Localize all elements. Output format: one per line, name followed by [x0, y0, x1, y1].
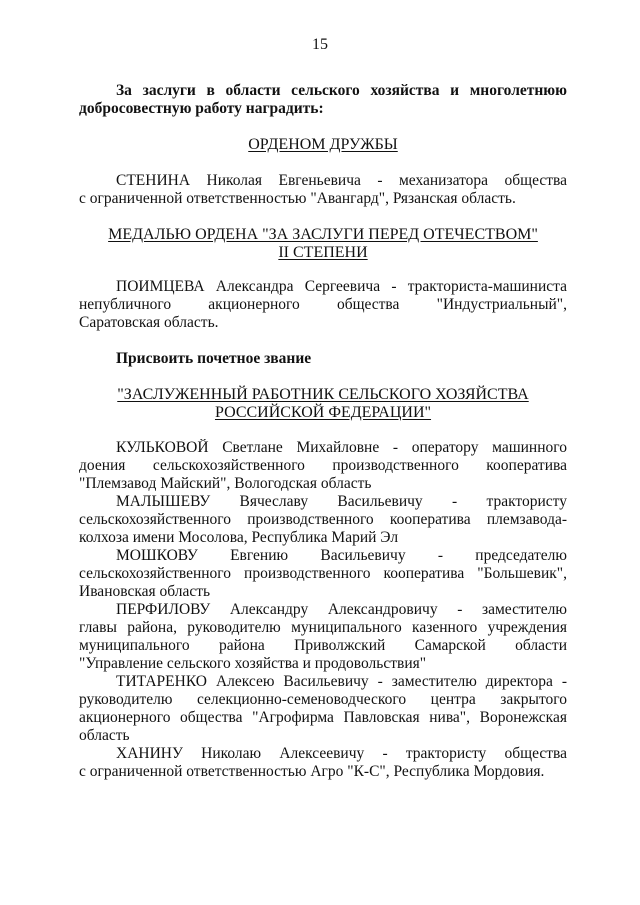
awardee-line: КУЛЬКОВОЙ Светлане Михайловне - оператору машинного	[116, 439, 567, 456]
awardee-paragraph	[79, 493, 567, 547]
awardee-line: ПОИМЦЕВА Александра Сергеевича - тракториста-машиниста	[116, 278, 567, 295]
awardee-line: непубличного акционерного общества "Индустриальный",	[79, 296, 567, 313]
awardee-paragraph	[79, 673, 567, 745]
awardee-paragraph	[79, 278, 567, 332]
order-friendship-heading	[79, 136, 567, 154]
awardee-line: "Племзавод Майский", Вологодская область	[79, 475, 372, 492]
heading-line: МЕДАЛЬЮ ОРДЕНА "ЗА ЗАСЛУГИ ПЕРЕД ОТЕЧЕСТВОМ"	[108, 226, 538, 243]
awardee-line: МОШКОВУ Евгению Васильевичу - председателю	[116, 547, 567, 564]
awardee-line: ТИТАРЕНКО Алексею Васильевичу - заместителю директора -	[116, 673, 567, 690]
honorary-awardee-list	[79, 439, 567, 781]
heading-line: ОРДЕНОМ ДРУЖБЫ	[248, 136, 398, 153]
awardee-line: СТЕНИНА Николая Евгеньевича - механизатора общества	[116, 172, 567, 189]
heading-line: II СТЕПЕНИ	[278, 244, 368, 261]
intro-paragraph	[79, 82, 567, 118]
heading-line: РОССИЙСКОЙ ФЕДЕРАЦИИ"	[214, 404, 432, 421]
awardee-paragraph	[79, 439, 567, 493]
intro-line: За заслуги в области сельского хозяйства и многолетнюю	[116, 82, 567, 99]
awardee-line: главы района, руководителю муниципального казенного учреждения	[79, 619, 567, 636]
awardee-line: доения сельскохозяйственного производственного кооператива	[79, 457, 567, 474]
document-body	[79, 80, 567, 781]
awardee-paragraph	[79, 601, 567, 673]
awardee-line: Ивановская область	[79, 583, 211, 600]
awardee-line: муниципального района Приволжский Самарской области	[79, 637, 567, 654]
intro-line: добросовестную работу наградить:	[79, 100, 324, 117]
awardee-paragraph	[79, 547, 567, 601]
awardee-line: Саратовская область.	[79, 314, 219, 331]
title-intro-line: Присвоить почетное звание	[116, 350, 312, 367]
title-intro	[79, 350, 567, 368]
awardee-line: руководителю селекционно-семеноводческого центра закрытого	[79, 691, 567, 708]
awardee-line: ХАНИНУ Николаю Алексеевичу - трактористу общества	[116, 745, 567, 762]
medal-heading	[79, 226, 567, 262]
awardee-line: сельскохозяйственного производственного кооператива племзавода-	[79, 511, 567, 528]
awardee-paragraph	[79, 745, 567, 781]
awardee-line: сельскохозяйственного производственного кооператива "Большевик",	[79, 565, 567, 582]
awardee-paragraph	[79, 172, 567, 208]
awardee-line: с ограниченной ответственностью "Авангард", Рязанская область.	[79, 190, 516, 207]
awardee-line: акционерного общества "Агрофирма Павловская нива", Воронежская	[79, 709, 567, 726]
awardee-line: ПЕРФИЛОВУ Александру Александровичу - заместителю	[116, 601, 567, 618]
heading-line: "ЗАСЛУЖЕННЫЙ РАБОТНИК СЕЛЬСКОГО ХОЗЯЙСТВА	[117, 386, 529, 403]
honorary-title-heading	[79, 386, 567, 422]
awardee-line: "Управление сельского хозяйства и продовольствия"	[79, 655, 427, 672]
awardee-line: МАЛЫШЕВУ Вячеславу Васильевичу - трактористу	[116, 493, 567, 510]
awardee-line: колхоза имени Мосолова, Республика Марий Эл	[79, 529, 399, 546]
awardee-line: с ограниченной ответственностью Агро "К-С", Республика Мордовия.	[79, 763, 545, 780]
awardee-line: область	[79, 727, 130, 744]
page-number: 15	[312, 36, 328, 53]
